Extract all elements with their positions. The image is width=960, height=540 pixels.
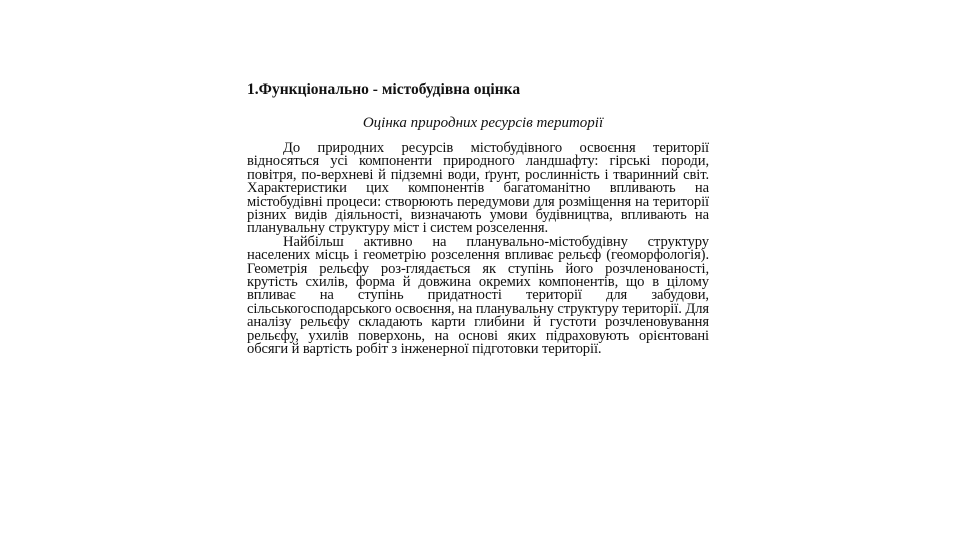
paragraph-relief: Найбільш активно на планувально-містобудівну структуру населених місць і геометрію розселення впливає рельєф (геоморфологія). Геометрія рельєфу роз-глядається як ступінь його розчленованості, крутість схилів, форма й довжина окремих компонентів, що в цілому впливає на ступінь придатності території для забудови, сільськогосподарського освоєння, на планувальну структуру території. Для аналізу рельєфу складають карти глибини й густоти розчленовування рельєфу, ухилів поверхонь, на основі яких підраховують орієнтовані обсяги й вартість робіт з інженерної підготовки території.: [247, 233, 709, 358]
paragraph-natural-resources: До природних ресурсів містобудівного освоєння території відносяться усі компоненти природного ландшафту: гірські породи, повітря, по-верхневі й підземні води, ґрунт, рослинність і тваринний світ. Характеристики цих компонентів багатоманітно впливають на містобудівні процеси: створюють передумови для розміщення на території різних видів діяльності, визначають умови будівництва, впливають на планувальну структуру міст і систем розселення.: [247, 140, 709, 237]
document-body: [247, 80, 709, 357]
document-subheading: Оцінка природних ресурсів території: [362, 115, 604, 131]
document-heading: 1.Функціонально - містобудівна оцінка: [247, 81, 521, 98]
